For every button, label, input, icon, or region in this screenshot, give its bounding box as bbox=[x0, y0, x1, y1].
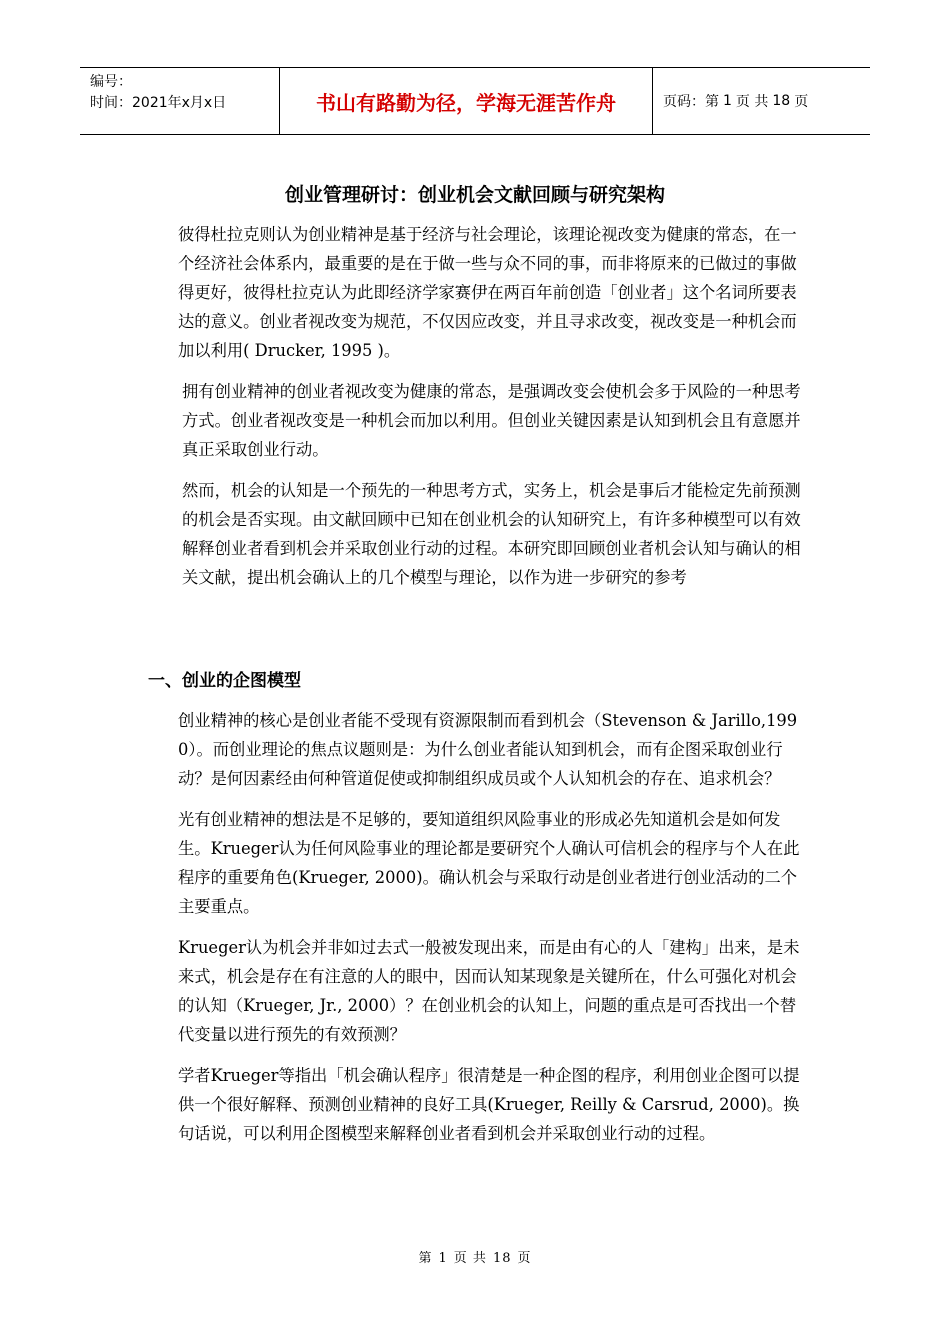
footer-total: 18 bbox=[492, 1251, 512, 1266]
page-header bbox=[80, 67, 870, 135]
paragraph: 然而，机会的认知是一个预先的一种思考方式，实务上，机会是事后才能检定先前预测的机会是否实现。由文献回顾中已知在创业机会的认知研究上，有许多种模型可以有效解释创业者看到机会并采取创业行动的过程。本研究即回顾创业者机会认知与确认的相关文献，提出机会确认上的几个模型与理论，以作为进一步研究的参考 bbox=[182, 481, 801, 587]
footer-prefix: 第 bbox=[418, 1251, 433, 1266]
header-motto: 书山有路勤为径，学海无涯苦作舟 bbox=[280, 68, 653, 134]
footer-mid: 页 共 bbox=[453, 1251, 487, 1266]
intro-section bbox=[178, 220, 803, 604]
page-suffix: 页 bbox=[794, 94, 809, 110]
paragraph: 拥有创业精神的创业者视改变为健康的常态，是强调改变会使机会多于风险的一种思考方式。创业者视改变是一种机会而加以利用。但创业关键因素是认知到机会且有意愿并真正采取创业行动。 bbox=[182, 382, 801, 459]
section-body bbox=[178, 706, 803, 1160]
page-current: 1 bbox=[723, 93, 732, 109]
page-total: 18 bbox=[772, 93, 791, 109]
footer-suffix: 页 bbox=[517, 1251, 532, 1266]
page-mid: 页 共 bbox=[735, 94, 769, 110]
header-meta bbox=[80, 68, 280, 134]
paragraph: 光有创业精神的想法是不足够的，要知道组织风险事业的形成必先知道机会是如何发生。Krueger认为任何风险事业的理论都是要研究个人确认可信机会的程序与个人在此程序的重要角色(Krueger, 2000)。确认机会与采取行动是创业者进行创业活动的二个主要重点。 bbox=[178, 810, 800, 916]
paragraph: 学者Krueger等指出「机会确认程序」很清楚是一种企图的程序，利用创业企图可以提供一个很好解释、预测创业精神的良好工具(Krueger, Reilly & Carsrud, 2000)。换句话说，可以利用企图模型来解释创业者看到机会并采取创业行动的过程。 bbox=[178, 1066, 800, 1143]
paragraph: Krueger认为机会并非如过去式一般被发现出来，而是由有心的人「建构」出来，是未来式，机会是存在有注意的人的眼中，因而认知某现象是关键所在，什么可强化对机会的认知（Krueger, Jr., 2000）？在创业机会的认知上，问题的重点是可否找出一个替代变量以进行预先的有效预测？ bbox=[178, 938, 800, 1044]
page-prefix: 页码：第 bbox=[663, 94, 719, 110]
document-number-label: 编号： bbox=[90, 74, 132, 90]
section-heading: 一、创业的企图模型 bbox=[148, 671, 301, 691]
footer-current: 1 bbox=[438, 1251, 448, 1266]
document-time-label: 时间：2021年x月x日 bbox=[90, 95, 227, 111]
header-page-info bbox=[653, 68, 870, 134]
document-title: 创业管理研讨：创业机会文献回顾与研究架构 bbox=[284, 184, 665, 206]
paragraph: 创业精神的核心是创业者能不受现有资源限制而看到机会（Stevenson & Jarillo,1990）。而创业理论的焦点议题则是：为什么创业者能认知到机会，而有企图采取创业行动？是何因素经由何种管道促使或抑制组织成员或个人认知机会的存在、追求机会？ bbox=[178, 711, 798, 788]
page-footer bbox=[0, 1247, 950, 1266]
paragraph: 彼得杜拉克则认为创业精神是基于经济与社会理论，该理论视改变为健康的常态，在一个经济社会体系内，最重要的是在于做一些与众不同的事，而非将原来的已做过的事做得更好，彼得杜拉克认为此即经济学家赛伊在两百年前创造「创业者」这个名词所要表达的意义。创业者视改变为规范，不仅因应改变，并且寻求改变，视改变是一种机会而加以利用( Drucker, 1995 )。 bbox=[178, 225, 797, 360]
